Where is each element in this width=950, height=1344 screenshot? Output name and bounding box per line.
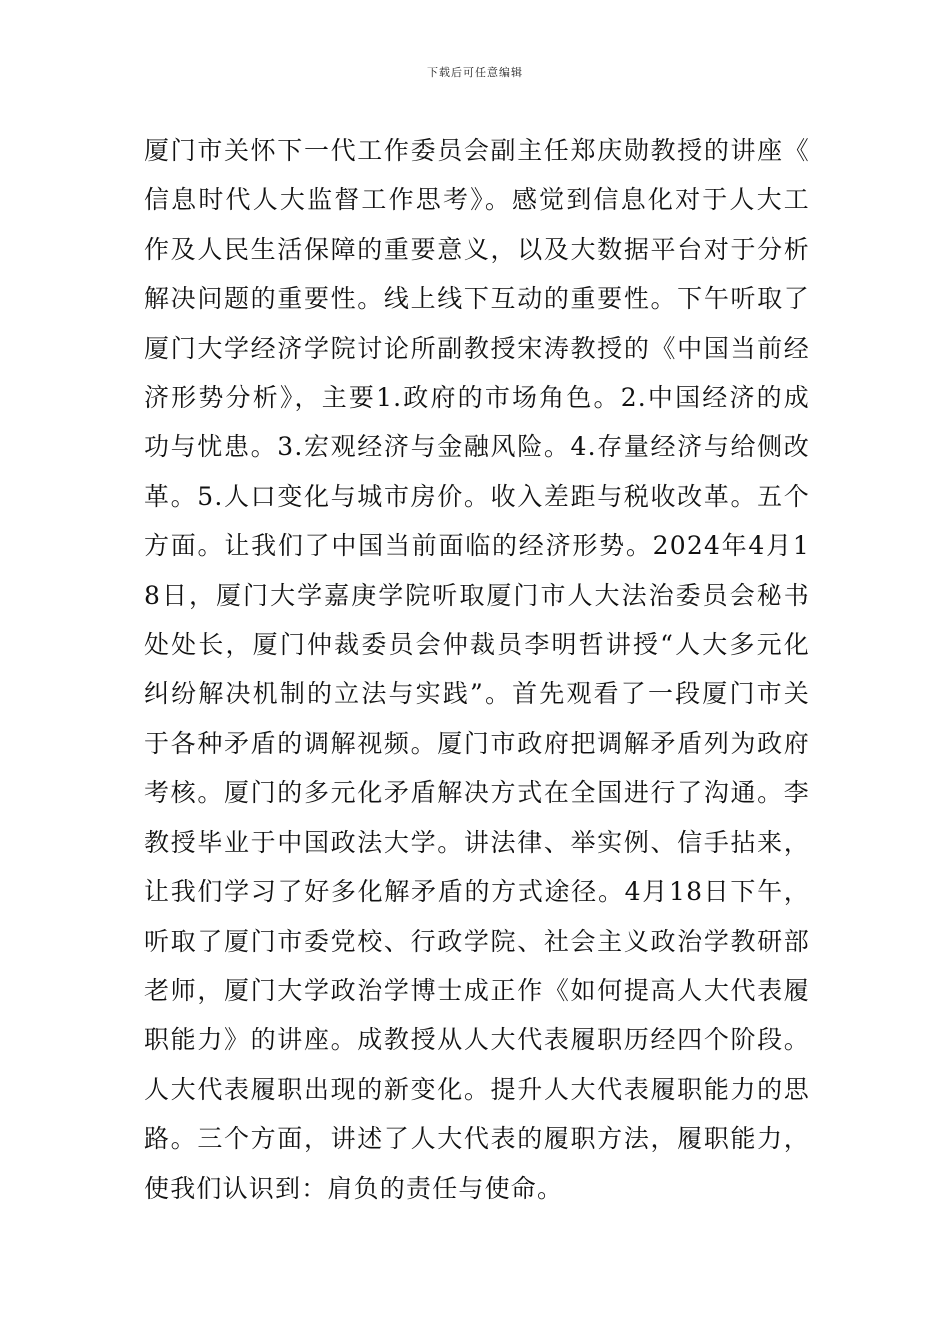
page-header: 下载后可任意编辑 bbox=[427, 66, 523, 79]
body-paragraph: 厦门市关怀下一代工作委员会副主任郑庆勋教授的讲座《信息时代人大监督工作思考》。感觉到信息化对于人大工作及人民生活保障的重要意义，以及大数据平台对于分析解决问题的重要性。线上线下互动的重要性。下午听取了厦门大学经济学院讨论所副教授宋涛教授的《中国当前经济形势分析》，主要1.政府的市场角色。2.中国经济的成功与忧患。3.宏观经济与金融风险。4.存量经济与给侧改革。5.人口变化与城市房价。收入差距与税收改革。五个方面。让我们了中国当前面临的经济形势。2024年4月18日，厦门大学嘉庚学院听取厦门市人大法治委员会秘书处处长，厦门仲裁委员会仲裁员李明哲讲授“人大多元化纠纷解决机制的立法与实践”。首先观看了一段厦门市关于各种矛盾的调解视频。厦门市政府把调解矛盾列为政府考核。厦门的多元化矛盾解决方式在全国进行了沟通。李教授毕业于中国政法大学。讲法律、举实例、信手拈来，让我们学习了好多化解矛盾的方式途径。4月18日下午，听取了厦门市委党校、行政学院、社会主义政治学教研部老师，厦门大学政治学博士成正作《如何提高人大代表履职能力》的讲座。成教授从人大代表履职历经四个阶段。人大代表履职出现的新变化。提升人大代表履职能力的思路。三个方面，讲述了人大代表的履职方法，履职能力，使我们认识到：肩负的责任与使命。 bbox=[144, 136, 810, 1203]
